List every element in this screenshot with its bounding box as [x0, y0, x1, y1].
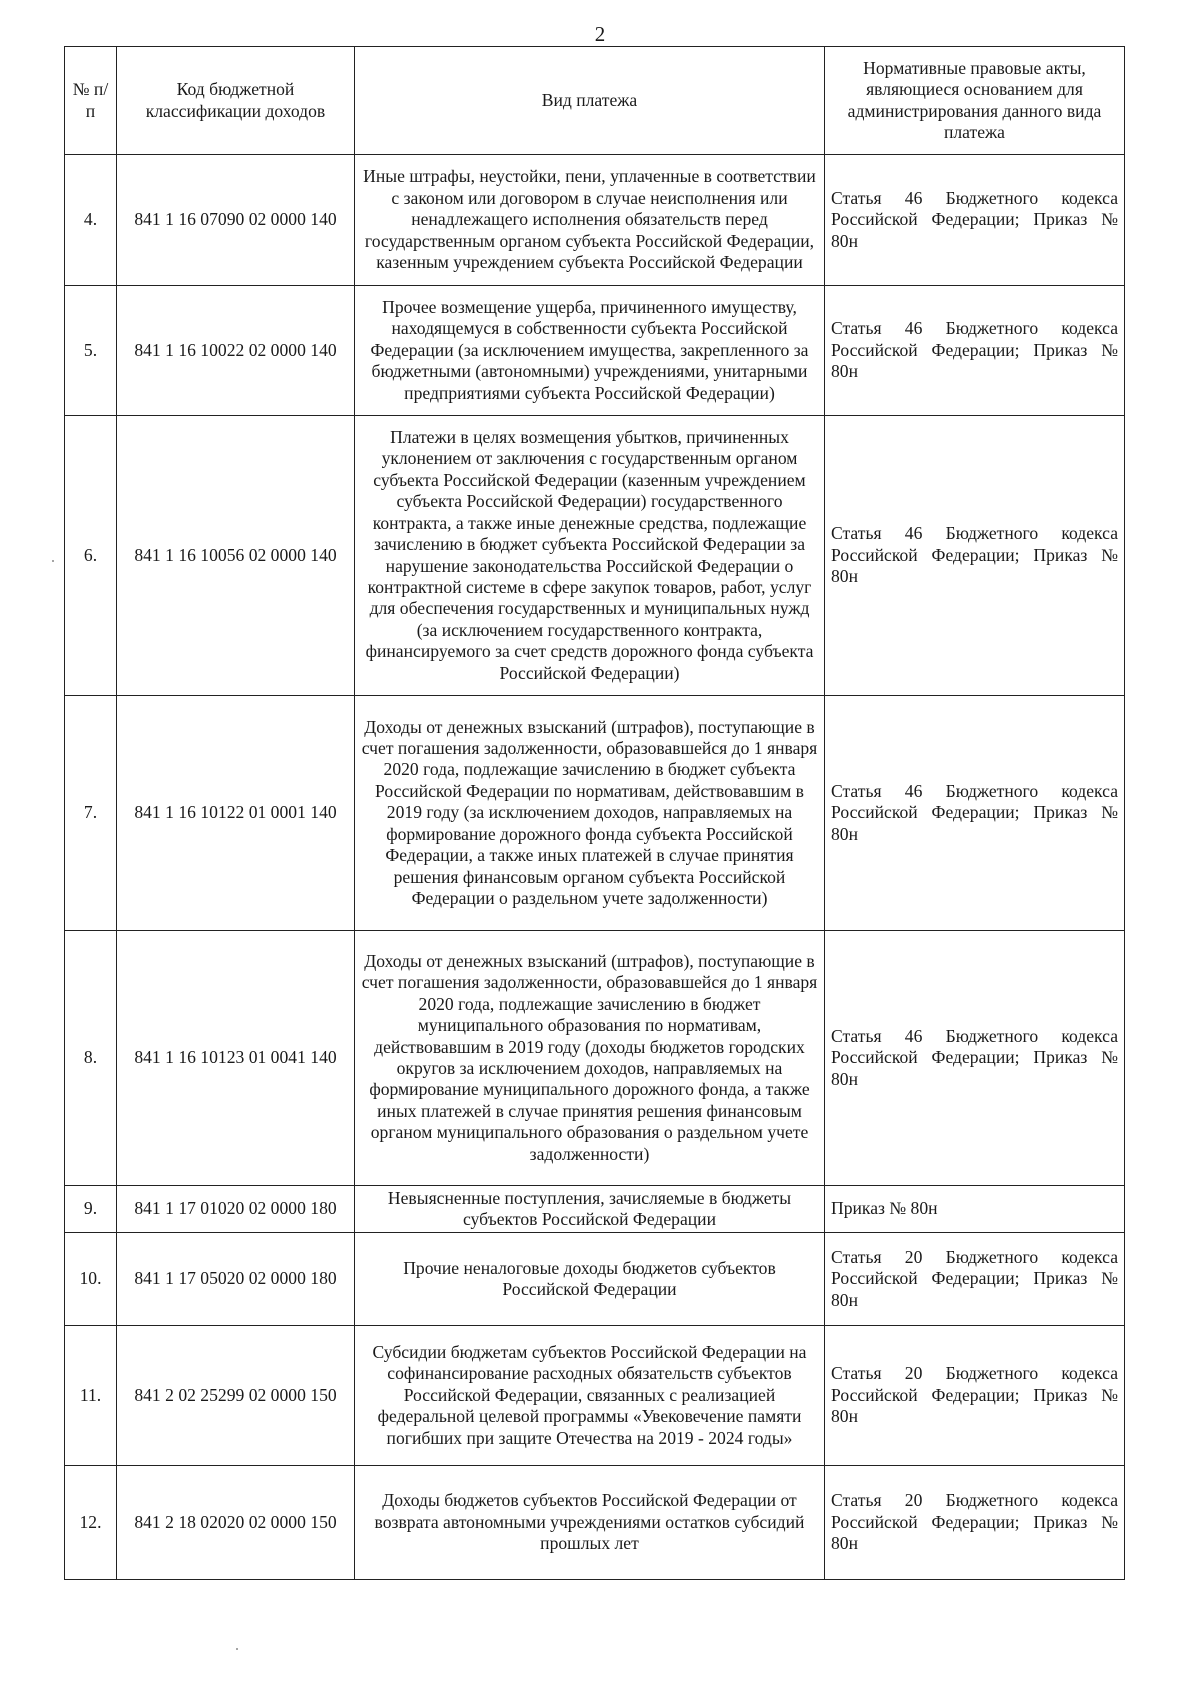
- row-num: 10.: [65, 1233, 117, 1326]
- row-code: 841 2 02 25299 02 0000 150: [117, 1326, 355, 1466]
- row-legal-acts: Статья 46 Бюджетного кодекса Российской Федерации; Приказ № 80н: [825, 416, 1125, 696]
- row-legal-acts: Статья 20 Бюджетного кодекса Российской Федерации; Приказ № 80н: [825, 1466, 1125, 1580]
- row-num: 4.: [65, 155, 117, 286]
- row-legal-acts: Статья 46 Бюджетного кодекса Российской Федерации; Приказ № 80н: [825, 931, 1125, 1186]
- table-row: [65, 416, 1125, 696]
- row-payment-type: Платежи в целях возмещения убытков, причиненных уклонением от заключения с государственным органом субъекта Российской Федерации (казенным учреждением субъекта Российской Федерации) государственного контракта, а также иные денежные средства, подлежащие зачислению в бюджет субъекта Российской Федерации за нарушение законодательства Российской Федерации о контрактной системе в сфере закупок товаров, работ, услуг для обеспечения государственных и муниципальных нужд (за исключением государственного контракта, финансируемого за счет средств дорожного фонда субъекта Российской Федерации): [355, 416, 825, 696]
- row-payment-type: Доходы от денежных взысканий (штрафов), поступающие в счет погашения задолженности, образовавшейся до 1 января 2020 года, подлежащие зачислению в бюджет субъекта Российской Федерации по нормативам, действовавшим в 2019 году (за исключением доходов, направляемых на формирование дорожного фонда субъекта Российской Федерации, а также иных платежей в случае принятия решения финансовым органом субъекта Российской Федерации о раздельном учете задолженности): [355, 696, 825, 931]
- header-payment-type: Вид платежа: [355, 47, 825, 155]
- row-num: 6.: [65, 416, 117, 696]
- row-legal-acts: Статья 20 Бюджетного кодекса Российской Федерации; Приказ № 80н: [825, 1233, 1125, 1326]
- row-code: 841 1 16 10123 01 0041 140: [117, 931, 355, 1186]
- table-row: [65, 286, 1125, 416]
- row-code: 841 1 16 07090 02 0000 140: [117, 155, 355, 286]
- table-row: [65, 1186, 1125, 1233]
- header-legal-acts: Нормативные правовые акты, являющиеся основанием для администрирования данного вида платежа: [825, 47, 1125, 155]
- table-row: [65, 931, 1125, 1186]
- row-payment-type: Иные штрафы, неустойки, пени, уплаченные в соответствии с законом или договором в случае неисполнения или ненадлежащего исполнения обязательств перед государственным органом субъекта Российской Федерации, казенным учреждением субъекта Российской Федерации: [355, 155, 825, 286]
- row-num: 11.: [65, 1326, 117, 1466]
- row-code: 841 1 17 01020 02 0000 180: [117, 1186, 355, 1233]
- row-num: 8.: [65, 931, 117, 1186]
- row-payment-type: Субсидии бюджетам субъектов Российской Федерации на софинансирование расходных обязательств субъектов Российской Федерации, связанных с реализацией федеральной целевой программы «Увековечение памяти погибших при защите Отечества на 2019 - 2024 годы»: [355, 1326, 825, 1466]
- table-row: [65, 1326, 1125, 1466]
- table-row: [65, 696, 1125, 931]
- row-num: 7.: [65, 696, 117, 931]
- row-legal-acts: Приказ № 80н: [825, 1186, 1125, 1233]
- row-code: 841 1 17 05020 02 0000 180: [117, 1233, 355, 1326]
- row-payment-type: Невыясненные поступления, зачисляемые в бюджеты субъектов Российской Федерации: [355, 1186, 825, 1233]
- table-header-row: [65, 47, 1125, 155]
- row-code: 841 1 16 10122 01 0001 140: [117, 696, 355, 931]
- row-legal-acts: Статья 46 Бюджетного кодекса Российской Федерации; Приказ № 80н: [825, 155, 1125, 286]
- row-num: 9.: [65, 1186, 117, 1233]
- row-legal-acts: Статья 20 Бюджетного кодекса Российской Федерации; Приказ № 80н: [825, 1326, 1125, 1466]
- header-code: Код бюджетной классификации доходов: [117, 47, 355, 155]
- row-payment-type: Прочее возмещение ущерба, причиненного имуществу, находящемуся в собственности субъекта Российской Федерации (за исключением имущества, закрепленного за бюджетными (автономными) учреждениями, унитарными предприятиями субъекта Российской Федерации): [355, 286, 825, 416]
- table-row: [65, 1233, 1125, 1326]
- scan-speck: [236, 1648, 238, 1650]
- row-code: 841 2 18 02020 02 0000 150: [117, 1466, 355, 1580]
- row-payment-type: Прочие неналоговые доходы бюджетов субъектов Российской Федерации: [355, 1233, 825, 1326]
- row-legal-acts: Статья 46 Бюджетного кодекса Российской Федерации; Приказ № 80н: [825, 286, 1125, 416]
- scan-speck: [52, 560, 54, 562]
- row-code: 841 1 16 10022 02 0000 140: [117, 286, 355, 416]
- row-payment-type: Доходы от денежных взысканий (штрафов), поступающие в счет погашения задолженности, образовавшейся до 1 января 2020 года, подлежащие зачислению в бюджет муниципального образования по нормативам, действовавшим в 2019 году (доходы бюджетов городских округов за исключением доходов, направляемых на формирование муниципального дорожного фонда, а также иных платежей в случае принятия решения финансовым органом муниципального образования о раздельном учете задолженности): [355, 931, 825, 1186]
- table-row: [65, 1466, 1125, 1580]
- header-num: № п/п: [65, 47, 117, 155]
- row-num: 5.: [65, 286, 117, 416]
- income-codes-table: [64, 46, 1125, 1580]
- page-number: 2: [594, 22, 606, 46]
- row-legal-acts: Статья 46 Бюджетного кодекса Российской Федерации; Приказ № 80н: [825, 696, 1125, 931]
- table-row: [65, 155, 1125, 286]
- row-num: 12.: [65, 1466, 117, 1580]
- row-payment-type: Доходы бюджетов субъектов Российской Федерации от возврата автономными учреждениями остатков субсидий прошлых лет: [355, 1466, 825, 1580]
- row-code: 841 1 16 10056 02 0000 140: [117, 416, 355, 696]
